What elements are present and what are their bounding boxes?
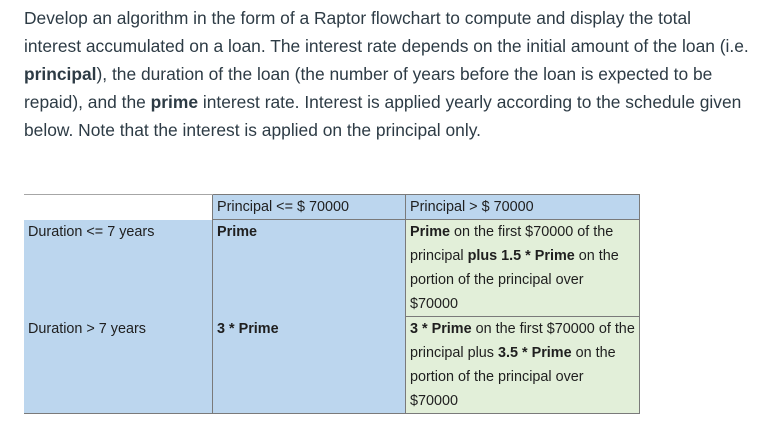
- cell-r1-c2-a: Prime: [410, 224, 450, 240]
- intro-part-2: ), the duration of the loan (the number of years before the loan is expected to be repaid), and the: [24, 64, 713, 112]
- intro-part-3: interest rate. Interest is applied yearly according to the schedule given below. Note that the interest is applied on the principal only.: [24, 92, 742, 140]
- table-row: [24, 317, 640, 414]
- table-header-row: [24, 195, 640, 220]
- cell-r1-c1-text: Prime: [217, 224, 257, 240]
- cell-r2-c2-b: on the first $70000 of the principal plus: [410, 321, 635, 361]
- cell-r1-c2-b: on the first $70000 of the principal: [410, 224, 614, 264]
- cell-r2-c1-text: 3 * Prime: [217, 320, 279, 337]
- header-principal-gt: Principal > $ 70000: [406, 195, 640, 220]
- table-row: [24, 220, 640, 317]
- cell-r1-c2: [406, 220, 640, 317]
- cell-r2-c2-d: on the portion of the principal over $70000: [410, 345, 616, 409]
- row-label-duration-gt: Duration > 7 years: [24, 317, 213, 414]
- cell-r2-c2: [406, 317, 640, 414]
- cell-r2-c1: [213, 317, 406, 414]
- principal-term: principal: [24, 64, 97, 84]
- prime-term: prime: [150, 92, 199, 112]
- cell-r2-c2-c: 3.5 * Prime: [498, 345, 572, 361]
- cell-r2-c2-a: 3 * Prime: [410, 321, 472, 337]
- cell-r1-c2-d: on the portion of the principal over $70000: [410, 248, 619, 312]
- row-label-duration-le: Duration <= 7 years: [24, 220, 213, 317]
- header-empty-cell: [24, 195, 213, 220]
- cell-r1-c1: [213, 220, 406, 317]
- cell-r1-c2-c: plus 1.5 * Prime: [467, 248, 575, 264]
- header-principal-le: Principal <= $ 70000: [213, 195, 406, 220]
- problem-statement: [24, 4, 749, 144]
- interest-schedule-table: [24, 194, 640, 414]
- intro-part-1: Develop an algorithm in the form of a Raptor flowchart to compute and display the total interest accumulated on a loan. The interest rate depends on the initial amount of the loan (i.e.: [24, 8, 749, 56]
